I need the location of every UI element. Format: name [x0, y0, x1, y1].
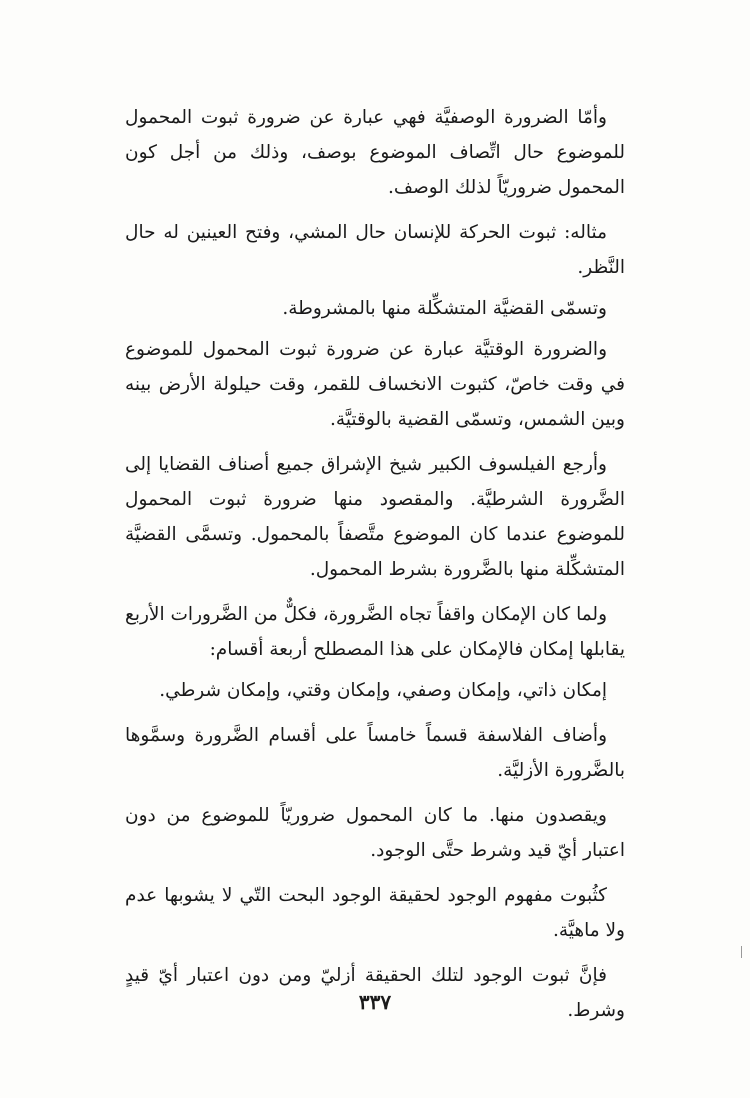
- paragraph-descriptive-necessity: وأمّا الضرورة الوصفيَّة فهي عبارة عن ضرورة ثبوت المحمول للموضوع حال اتِّصاف الموضوع بوصف، وذلك من أجل كون المحمول ضروريّاً لذلك الوصف.: [125, 107, 625, 198]
- paragraph-conditional-name: وتسمّى القضيَّة المتشكِّلة منها بالمشروطة.: [282, 298, 607, 319]
- scan-edge-mark: [741, 946, 742, 958]
- paragraph-illumination-sheikh: وأرجع الفيلسوف الكبير شيخ الإشراق جميع أصناف القضايا إلى الضَّرورة الشرطيَّة. والمقصود منها ضرورة ثبوت المحمول للموضوع عندما كان الموضوع متَّصفاً بالمحمول. وتسمَّى القضيَّة المتشكِّلة منها بالضَّرورة بشرط المحمول.: [125, 454, 625, 580]
- paragraph-example-existence: كثُبوت مفهوم الوجود لحقيقة الوجود البحت التّي لا يشوبها عدم ولا ماهيَّة.: [125, 885, 625, 941]
- paragraph-possibility: ولما كان الإمكان واقفاً تجاه الضَّرورة، فكلٌّ من الضَّرورات الأربع يقابلها إمكان فالإمكان على هذا المصطلح أربعة أقسام:: [125, 604, 625, 660]
- paragraph-temporal-necessity: والضرورة الوقتيَّة عبارة عن ضرورة ثبوت المحمول للموضوع في وقت خاصّ، كثبوت الانخساف للقمر، وقت حيلولة الأرض بينه وبين الشمس، وتسمّى القضية بالوقتيَّة.: [125, 339, 625, 430]
- paragraph-eternal-necessity: وأضاف الفلاسفة قسماً خامساً على أقسام الضَّرورة وسمَّوها بالضَّرورة الأزليَّة.: [125, 725, 625, 781]
- paragraph-conclusion: فإنَّ ثبوت الوجود لتلك الحقيقة أزليّ ومن دون اعتبار أيّ قيدٍ وشرط.: [125, 965, 625, 1021]
- paragraph-example: مثاله: ثبوت الحركة للإنسان حال المشي، وفتح العينين له حال النَّظر.: [125, 222, 625, 278]
- paragraph-possibility-types: إمكان ذاتي، وإمكان وصفي، وإمكان وقتي، وإمكان شرطي.: [159, 680, 607, 701]
- page-body-text: [125, 100, 625, 1038]
- paragraph-meaning: ويقصدون منها. ما كان المحمول ضروريّاً للموضوع من دون اعتبار أيّ قيد وشرط حتَّى الوجود.: [125, 805, 625, 861]
- page-number: ٣٣٧: [358, 990, 392, 1014]
